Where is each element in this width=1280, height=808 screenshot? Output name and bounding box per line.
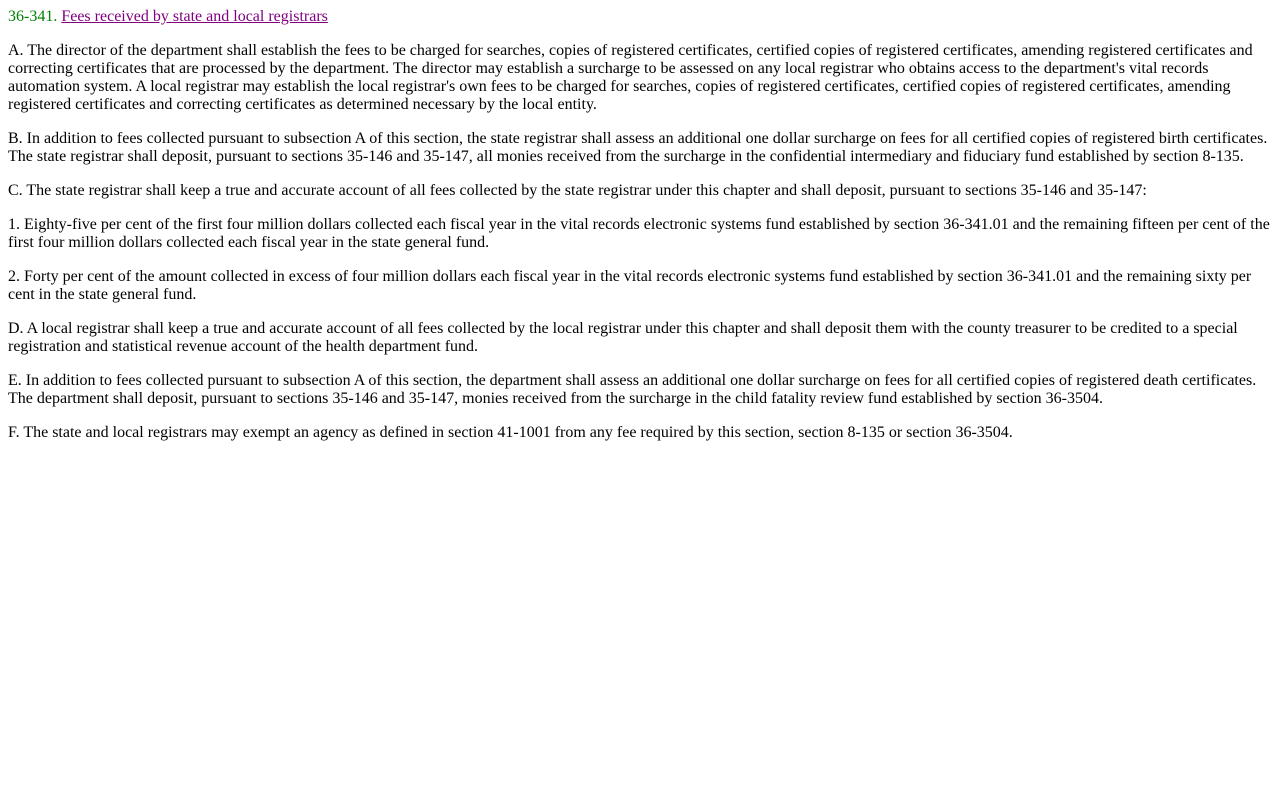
paragraph-c: C. The state registrar shall keep a true and accurate account of all fees collected by the state registrar under this chapter and shall deposit, pursuant to sections 35-146 and 35-147: <box>8 182 1147 199</box>
paragraph-e: E. In addition to fees collected pursuant to subsection A of this section, the department shall assess an additional one dollar surcharge on fees for all certified copies of registered death certificates. The department shall deposit, pursuant to sections 35-146 and 35-147, monies received from the surcharge in the child fatality review fund established by section 36-3504. <box>8 372 1257 407</box>
paragraph-f: F. The state and local registrars may exempt an agency as defined in section 41-1001 from any fee required by this section, section 8-135 or section 36-3504. <box>8 424 1013 441</box>
statute-document <box>8 8 1272 442</box>
paragraph-d: D. A local registrar shall keep a true and accurate account of all fees collected by the local registrar under this chapter and shall deposit them with the county treasurer to be credited to a special registration and statistical revenue account of the health department fund. <box>8 320 1238 355</box>
paragraph-c-2: 2. Forty per cent of the amount collected in excess of four million dollars each fiscal year in the vital records electronic systems fund established by section 36-341.01 and the remaining sixty per cent in the state general fund. <box>8 268 1252 303</box>
paragraph-c-1: 1. Eighty-five per cent of the first four million dollars collected each fiscal year in the vital records electronic systems fund established by section 36-341.01 and the remaining fifteen per cent of the first four million dollars collected each fiscal year in the state general fund. <box>8 216 1270 251</box>
paragraph-b: B. In addition to fees collected pursuant to subsection A of this section, the state registrar shall assess an additional one dollar surcharge on fees for all certified copies of registered birth certificates. The state registrar shall deposit, pursuant to sections 35-146 and 35-147, all monies received from the surcharge in the confidential intermediary and fiduciary fund established by section 8-135. <box>8 130 1268 165</box>
paragraph-a: A. The director of the department shall establish the fees to be charged for searches, copies of registered certificates, certified copies of registered certificates, amending registered certificates and correcting certificates that are processed by the department. The director may establish a surcharge to be assessed on any local registrar who obtains access to the department's vital records automation system. A local registrar may establish the local registrar's own fees to be charged for searches, copies of registered certificates, certified copies of registered certificates, amending registered certificates and correcting certificates as determined necessary by the local entity. <box>8 42 1253 113</box>
section-number: 36-341. <box>8 8 58 25</box>
section-title-link[interactable]: Fees received by state and local registrars <box>61 8 328 25</box>
section-heading <box>8 8 1272 26</box>
